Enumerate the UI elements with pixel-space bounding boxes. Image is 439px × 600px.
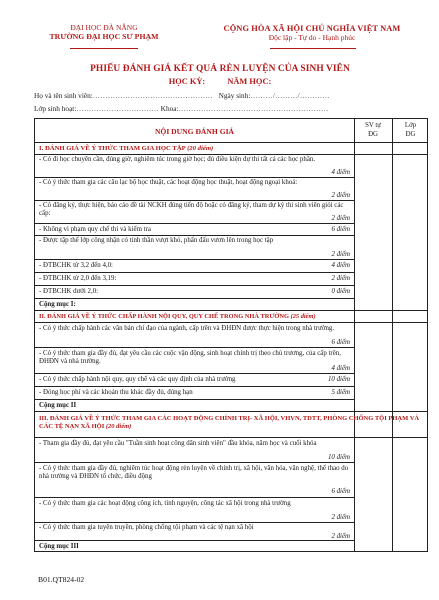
criterion-text: - ĐTBCHK từ 3,2 đến 4,0: <box>39 262 113 269</box>
right-header-rule <box>270 48 356 49</box>
lop-column-header: Lớp ĐG <box>404 122 417 138</box>
criterion-text: - Có đăng ký, thực hiện, báo cáo đề tài NCKH đúng tiến độ hoặc có đăng ký, tham dự kỳ thi sinh viên giỏi các cấp: <box>39 202 344 218</box>
criterion-points: 10 điểm <box>327 376 350 383</box>
criterion-text: - Không vi phạm quy chế thi và kiểm tra <box>39 226 151 233</box>
birth-date-field[interactable]: ………/………/………… <box>250 91 330 100</box>
criterion-points: 2 điểm <box>331 514 350 521</box>
class-field[interactable]: …………………………… <box>76 104 159 113</box>
column-divider-sv <box>354 119 355 551</box>
table-row <box>35 523 354 541</box>
section-1-total-row <box>35 299 427 311</box>
form-code: B01.QT824-02 <box>38 575 85 584</box>
section-2-total-label: Cộng mục II <box>39 402 77 409</box>
criterion-points: 4 điểm <box>331 365 350 372</box>
student-name-label: Họ và tên sinh viên: <box>34 91 93 100</box>
criterion-text: - ĐTBCHK dưới 2,0: <box>39 288 99 295</box>
table-row <box>35 374 354 387</box>
form-title: PHIẾU ĐÁNH GIÁ KẾT QUẢ RÈN LUYỆN CỦA SINH VIÊN <box>90 64 350 74</box>
table-row <box>35 260 354 273</box>
criterion-text: - Có ý thức chấp hành các văn bản chỉ đạo của ngành, cấp trên và ĐHĐN được thực hiện trong nhà trường. <box>39 325 335 332</box>
left-header-rule <box>70 48 138 49</box>
section-3-total-label: Cộng mục III <box>39 543 79 550</box>
table-row <box>35 323 354 348</box>
criterion-points: 0 điểm <box>331 288 350 295</box>
national-header <box>196 24 428 42</box>
section-3-total-row <box>35 541 427 553</box>
table-row <box>35 438 354 463</box>
table-row <box>35 387 354 400</box>
section-2-total-row <box>35 400 427 412</box>
table-row <box>35 348 354 374</box>
school-name: TRƯỜNG ĐẠI HỌC SƯ PHẠM <box>49 31 159 41</box>
criterion-points: 2 điểm <box>331 251 350 258</box>
criterion-points: 10 điểm <box>327 454 350 461</box>
column-divider-lop <box>392 119 393 551</box>
section-3-title: III. ĐÁNH GIÁ VỀ Ý THỨC THAM GIA CÁC HOẠT ĐỘNG CHÍNH TRỊ- XÃ HỘI, VHVN, TDTT, PHÒNG CHỐNG TỘI PHẠM VÀ CÁC TỆ NẠN XÃ HỘI (20 điểm) <box>39 415 420 431</box>
table-row <box>35 224 354 236</box>
criterion-points: 5 điểm <box>331 389 350 396</box>
criterion-points: 6 điểm <box>331 226 350 233</box>
criterion-text: - Đóng học phí và các khoản thu khác đầy đủ, đúng hạn <box>39 389 193 396</box>
criterion-points: 2 điểm <box>331 215 350 222</box>
evaluation-table <box>34 118 428 552</box>
section-1-title-row <box>35 143 427 155</box>
criterion-text: - Được tập thể lớp công nhận có tinh thần vượt khó, phấn đấu vươn lên trong học tập <box>39 237 274 244</box>
table-row <box>35 201 354 224</box>
university-header <box>44 24 164 42</box>
criterion-text: - Có ý thức tham gia các câu lạc bộ học thuật, các hoạt động học thuật, hoạt động ngoại khoá: <box>39 179 298 186</box>
table-row <box>35 236 354 260</box>
section-1-total-label: Cộng mục I: <box>39 301 76 308</box>
university-name: ĐẠI HỌC ĐÀ NẴNG <box>70 23 138 32</box>
semester-label: HỌC KỲ: <box>168 77 206 86</box>
criterion-points: 2 điểm <box>331 533 350 540</box>
criterion-text: - Tham gia đầy đủ, đạt yêu cầu "Tuần sinh hoạt công dân sinh viên" đầu khóa, năm học và cuối khóa <box>39 440 317 447</box>
criterion-text: - Có ý thức chấp hành nội quy, quy chế và các quy định của nhà trường <box>39 376 236 383</box>
student-info-line <box>34 91 330 100</box>
content-column-header: NỘI DUNG ĐÁNH GIÁ <box>154 127 235 136</box>
table-row <box>35 498 354 523</box>
section-2-title-row <box>35 311 427 323</box>
table-row <box>35 273 354 286</box>
criterion-text: - Có ý thức tham gia các hoạt động công ích, tình nguyện, công tác xã hội trong nhà trường <box>39 500 291 507</box>
birth-date-label: Ngày sinh: <box>218 91 251 100</box>
criterion-points: 6 điểm <box>331 339 350 346</box>
criterion-points: 6 điểm <box>331 488 350 495</box>
school-year-label: NĂM HỌC: <box>227 77 272 86</box>
faculty-label: Khoa: <box>160 104 179 113</box>
criterion-text: - Có đi học chuyên cần, đúng giờ, nghiêm túc trong giờ học; đủ điều kiện dự thi tất cả các học phần. <box>39 156 316 163</box>
form-subtitle <box>20 77 420 86</box>
national-name: CỘNG HÒA XÃ HỘI CHỦ NGHĨA VIỆT NAM <box>223 24 401 33</box>
section-2-title: II. ĐÁNH GIÁ VỀ Ý THỨC CHẤP HÀNH NỘI QUY, QUY CHẾ TRONG NHÀ TRƯỜNG (25 điểm) <box>39 313 316 320</box>
faculty-field[interactable]: …………………………………………………… <box>178 104 329 113</box>
table-row <box>35 178 354 201</box>
criterion-text: - Có ý thức tham gia đầy đủ, đạt yêu cầu các cuộc vận động, sinh hoạt chính trị theo chủ trương, của cấp trên, ĐHĐN và nhà trường. <box>39 350 341 366</box>
criterion-points: 2 điểm <box>331 192 350 199</box>
criterion-points: 2 điểm <box>331 275 350 282</box>
table-row <box>35 286 354 299</box>
student-name-field[interactable]: ………………………………………… <box>92 91 213 100</box>
table-row <box>35 155 354 178</box>
sv-column-header: SV tự ĐG <box>365 122 381 138</box>
criterion-text: - Có ý thức tham gia đầy đủ, nghiêm túc hoạt động rèn luyện về chính trị, xã hội, văn hóa, văn nghệ, thể thao do nhà trường và ĐHĐN tổ chức, điều động <box>39 465 349 481</box>
class-info-line <box>34 104 328 113</box>
national-motto: Độc lập - Tự do - Hạnh phúc <box>268 32 356 42</box>
criterion-text: - Có ý thức tham gia tuyên truyền, phòng chống tội phạm và các tệ nạn xã hội <box>39 524 254 531</box>
criterion-text: - ĐTBCHK từ 2,0 đến 3,19: <box>39 275 117 282</box>
section-1-title: I. ĐÁNH GIÁ VỀ Ý THỨC THAM GIA HỌC TẬP (20 điểm) <box>39 145 214 152</box>
criterion-points: 4 điểm <box>331 169 350 176</box>
criterion-points: 4 điểm <box>331 262 350 269</box>
table-header-row <box>35 119 427 143</box>
section-3-title-row <box>35 412 427 438</box>
class-label: Lớp sinh hoạt: <box>34 104 77 113</box>
table-row <box>35 463 354 498</box>
